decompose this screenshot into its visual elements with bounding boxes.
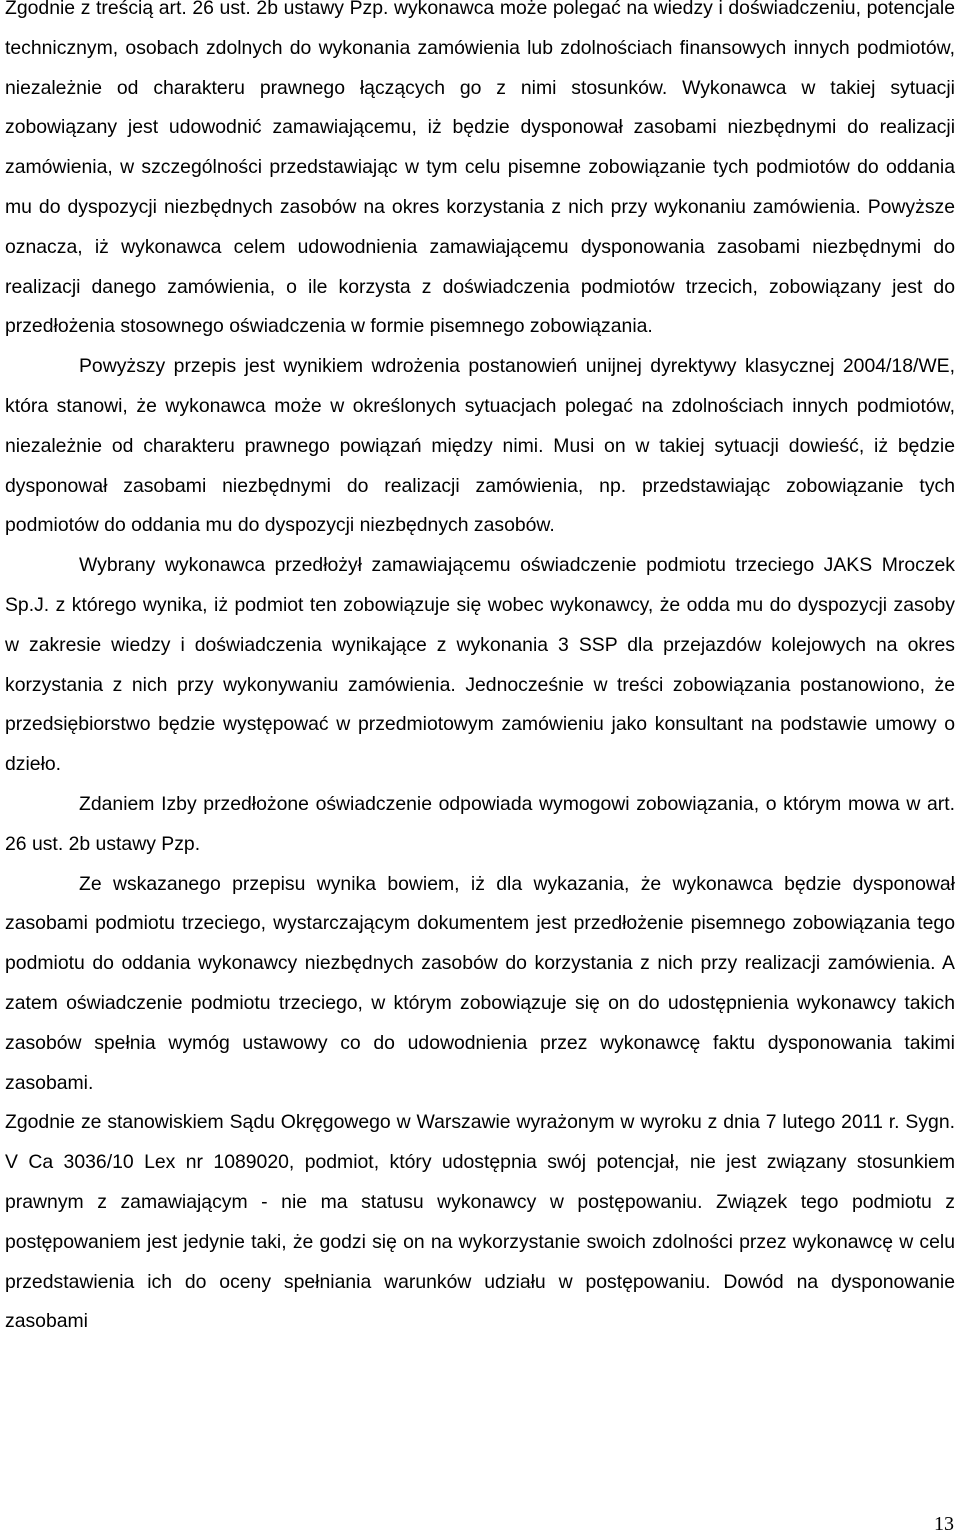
paragraph-jaks-mroczek: Wybrany wykonawca przedłożył zamawiającemu oświadczenie podmiotu trzeciego JAKS Mroczek Sp.J. z którego wynika, iż podmiot ten zobowiązuje się wobec wykonawcy, że odda mu do dyspozycji zasoby w zakresie wiedzy i doświadczenia wynikające z wykonania 3 SSP dla przejazdów kolejowych na okres korzystania z nich przy wykonywaniu zamówienia. Jednocześnie w treści zobowiązania postanowiono, że przedsiębiorstwo będzie występować w przedmiotowym zamówieniu jako konsultant na podstawie umowy o dzieło.	[5, 554, 955, 776]
page-number: 13	[934, 1513, 954, 1535]
paragraph-provision: Ze wskazanego przepisu wynika bowiem, iż dla wykazania, że wykonawca będzie dysponował zasobami podmiotu trzeciego, wystarczającym dokumentem jest przedłożenie pisemnego zobowiązania tego podmiotu do oddania wykonawcy niezbędnych zasobów do korzystania z nich przy realizacji zamówienia. A zatem oświadczenie podmiotu trzeciego, w którym zobowiązuje się on do udostępnienia wykonawcy takich zasobów spełnia wymóg ustawowy co do udowodnienia przez wykonawcę faktu dysponowania takimi zasobami.	[5, 872, 955, 1094]
paragraph-court-ruling: Zgodnie ze stanowiskiem Sądu Okręgowego w Warszawie wyrażonym w wyroku z dnia 7 lutego 2011 r. Sygn. V Ca 3036/10 Lex nr 1089020, podmiot, który udostępnia swój potencjał, nie jest związany stosunkiem prawnym z zamawiającym - nie ma statusu wykonawcy w postępowaniu. Związek tego podmiotu z postępowaniem jest jedynie taki, że godzi się on na wykorzystanie swoich zdolności przez wykonawcę w celu przedstawienia ich do oceny spełniania warunków udziału w postępowaniu. Dowód na dysponowanie zasobami	[5, 1111, 955, 1333]
document-body	[5, 0, 955, 1342]
paragraph-directive: Powyższy przepis jest wynikiem wdrożenia postanowień unijnej dyrektywy klasycznej 2004/18/WE, która stanowi, że wykonawca może w określonych sytuacjach polegać na zdolnościach innych podmiotów, niezależnie od charakteru prawnego powiązań między nimi. Musi on w takiej sytuacji dowieść, iż będzie dysponował zasobami niezbędnymi do realizacji zamówienia, np. przedstawiając zobowiązanie tych podmiotów do oddania mu do dyspozycji niezbędnych zasobów.	[5, 355, 955, 537]
paragraph-chamber-opinion: Zdaniem Izby przedłożone oświadczenie odpowiada wymogowi zobowiązania, o którym mowa w art. 26 ust. 2b ustawy Pzp.	[5, 792, 955, 855]
paragraph-art-26: Zgodnie z treścią art. 26 ust. 2b ustawy Pzp. wykonawca może polegać na wiedzy i doświadczeniu, potencjale technicznym, osobach zdolnych do wykonania zamówienia lub zdolnościach finansowych innych podmiotów, niezależnie od charakteru prawnego łączących go z nimi stosunków. Wykonawca w takiej sytuacji zobowiązany jest udowodnić zamawiającemu, iż będzie dysponował zasobami niezbędnymi do realizacji zamówienia, w szczególności przedstawiając w tym celu pisemne zobowiązanie tych podmiotów do oddania mu do dyspozycji niezbędnych zasobów na okres korzystania z nich przy wykonaniu zamówienia. Powyższe oznacza, iż wykonawca celem udowodnienia zamawiającemu dysponowania zasobami niezbędnymi do realizacji danego zamówienia, o ile korzysta z doświadczenia podmiotów trzecich, zobowiązany jest do przedłożenia stosownego oświadczenia w formie pisemnego zobowiązania.	[5, 0, 955, 338]
